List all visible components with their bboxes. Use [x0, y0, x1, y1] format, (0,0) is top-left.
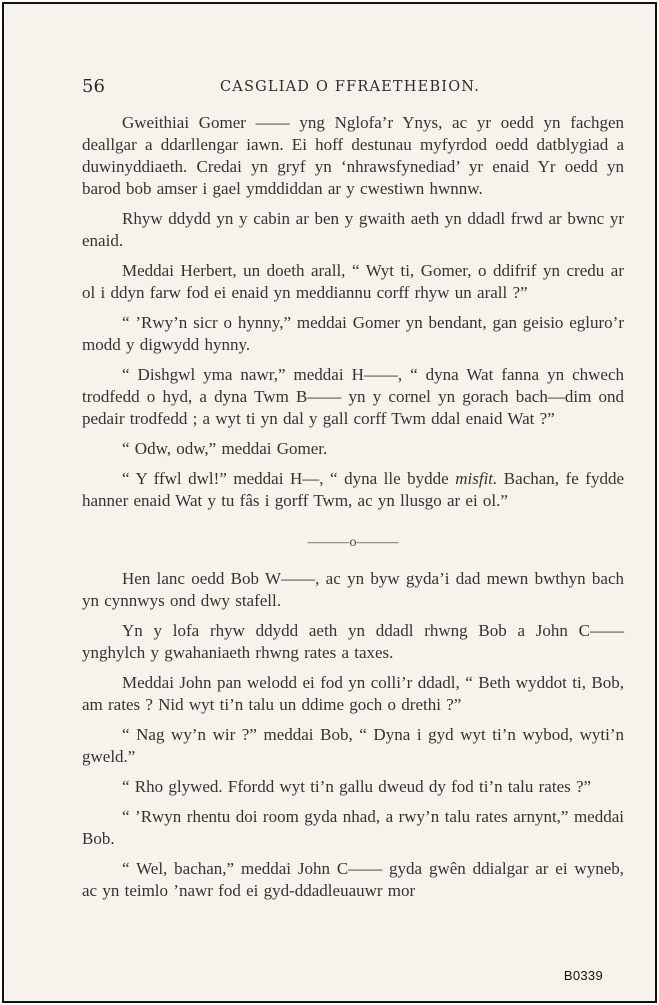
paragraph: “ ’Rwy’n sicr o hynny,” meddai Gomer yn bendant, gan geisio egluro’r modd y digwydd hynny. — [82, 313, 624, 354]
page-header — [82, 76, 622, 102]
paragraph: “ Odw, odw,” meddai Gomer. — [122, 439, 328, 458]
paragraph: “ Nag wy’n wir ?” meddai Bob, “ Dyna i gyd wyt ti’n wybod, wyti’n gweld.” — [82, 725, 624, 766]
running-head: CASGLIAD O FFRAETHEBION. — [220, 79, 481, 95]
paragraph-text-before: “ Y ffwl dwl!” meddai H—, “ dyna lle bydde — [122, 469, 456, 488]
page-number: 56 — [82, 76, 105, 97]
paragraph: “ Wel, bachan,” meddai John C—— gyda gwên ddialgar ar ei wyneb, ac yn teimlo ’nawr fod ei gyd-ddadleuauwr mor — [82, 859, 624, 900]
scanned-page — [2, 2, 657, 1003]
paragraph: “ ’Rwyn rhentu doi room gyda nhad, a rwy’n talu rates arnynt,” meddai Bob. — [82, 807, 624, 848]
section-separator: ———o——— — [307, 535, 399, 550]
paragraph-misfit — [82, 468, 624, 512]
paragraph: “ Dishgwl yma nawr,” meddai H——, “ dyna Wat fanna yn chwech trodfedd o hyd, a dyna Twm B—— yn y cornel yn gorach bach—dim ond pedair trodfedd ; a wyt ti yn dal y gall corff Twm ddal enaid Wat ?” — [82, 365, 624, 428]
paragraph: Rhyw ddydd yn y cabin ar ben y gwaith aeth yn ddadl frwd ar bwnc yr enaid. — [82, 209, 624, 250]
paragraph: Hen lanc oedd Bob W——, ac yn byw gyda’i dad mewn bwthyn bach yn cynnwys ond dwy stafell. — [82, 569, 624, 610]
paragraph-text-after: Bachan, fe fydde hanner enaid Wat y tu fâs i gorff Twm, ac yn llusgo ar ei ol.” — [82, 469, 624, 510]
paragraph: Meddai Herbert, un doeth arall, “ Wyt ti, Gomer, o ddifrif yn credu ar ol i ddyn farw fod ei enaid yn meddiannu corff rhyw un arall ?” — [82, 261, 624, 302]
paragraph: Yn y lofa rhyw ddydd aeth yn ddadl rhwng Bob a John C—— ynghylch y gwahaniaeth rhwng rates a taxes. — [82, 621, 624, 662]
body-text — [82, 112, 624, 910]
italic-word: misfit. — [455, 469, 498, 488]
catalog-label: B0339 — [563, 968, 603, 983]
paragraph: “ Rho glywed. Ffordd wyt ti’n gallu dweud dy fod ti’n talu rates ?” — [122, 777, 592, 796]
paragraph: Meddai John pan welodd ei fod yn colli’r ddadl, “ Beth wyddot ti, Bob, am rates ? Nid wyt ti’n talu un ddime goch o drethi ?” — [82, 673, 624, 714]
paragraph: Gweithiai Gomer —— yng Nglofa’r Ynys, ac yr oedd yn fachgen deallgar a ddarllengar iawn. Ei hoff destunau myfyrdod oedd datblygiad a duwinyddiaeth. Credai yn gryf yn ‘nhrawsfynediad’ yr enaid Yr oedd yn barod bob amser i gael ymddiddan ar y cwestiwn hwnnw. — [82, 113, 624, 198]
